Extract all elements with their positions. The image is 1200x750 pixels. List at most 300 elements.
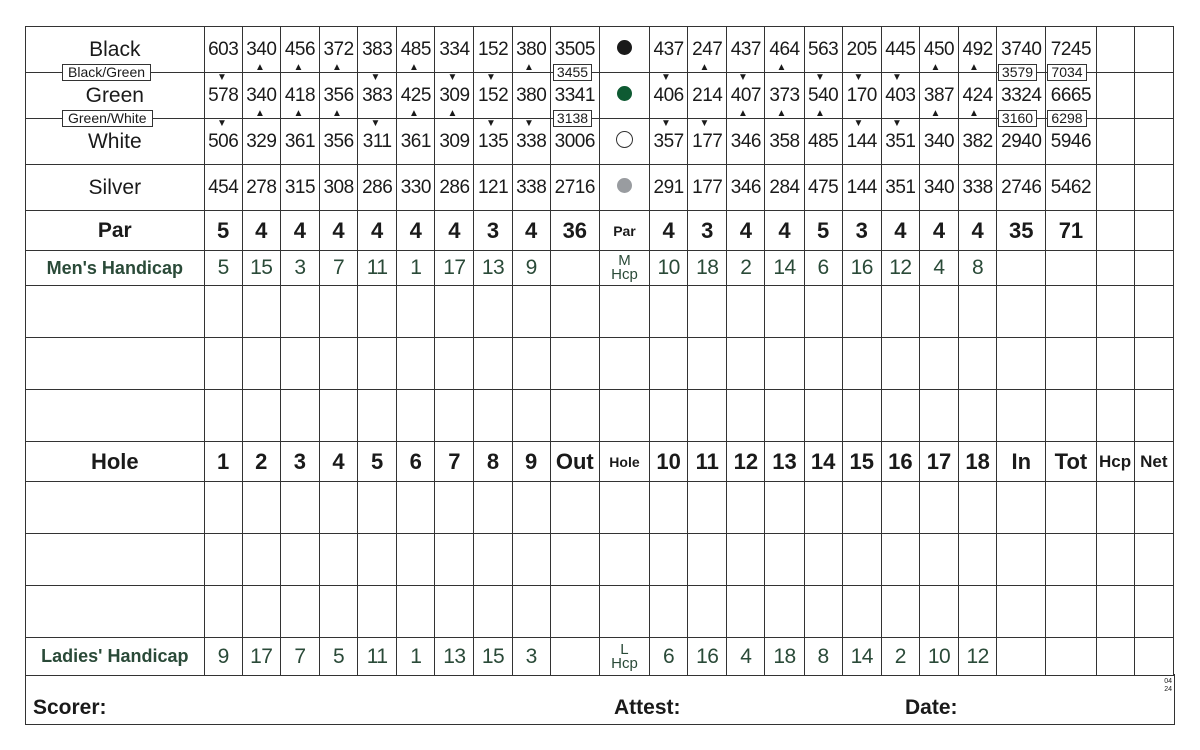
par-value: 4 [727, 211, 765, 251]
tee-net-cell [1134, 119, 1173, 165]
score-entry-cell[interactable] [397, 482, 435, 534]
score-entry-cell[interactable] [765, 286, 804, 338]
tee-yardage: 437 [650, 27, 688, 73]
score-entry-cell[interactable] [435, 482, 474, 534]
score-entry-cell[interactable] [512, 482, 550, 534]
score-entry-cell[interactable] [727, 586, 765, 638]
handicap-value: 11 [358, 251, 397, 286]
score-entry-cell[interactable] [959, 286, 997, 338]
score-entry-cell[interactable] [1134, 338, 1173, 390]
score-entry-cell[interactable] [688, 390, 727, 442]
handicap-value: 18 [688, 251, 727, 286]
score-entry-cell[interactable] [512, 534, 550, 586]
tee-up-arrow-icon: ▲ [969, 62, 979, 73]
score-entry-cell[interactable] [765, 534, 804, 586]
handicap-value: 14 [765, 251, 804, 286]
score-entry-cell[interactable] [397, 390, 435, 442]
tee-yardage: 356 [319, 73, 357, 119]
score-entry-cell[interactable] [280, 286, 319, 338]
green-tee-marker-icon [617, 86, 632, 101]
tee-yardage: 135 [474, 119, 512, 165]
black-tee-marker-icon [617, 40, 632, 55]
score-entry-cell[interactable] [688, 586, 727, 638]
score-entry-cell[interactable] [280, 390, 319, 442]
score-entry-cell[interactable] [650, 286, 688, 338]
handicap-value: 9 [204, 638, 242, 676]
score-entry-cell[interactable] [650, 586, 688, 638]
par-value: 3 [474, 211, 512, 251]
score-entry-cell[interactable] [26, 586, 205, 638]
score-entry-cell[interactable] [959, 390, 997, 442]
score-entry-cell[interactable] [474, 534, 512, 586]
tee-yardage: 437 [727, 27, 765, 73]
tee-down-arrow-icon: ▼ [738, 72, 748, 83]
par-value: 4 [765, 211, 804, 251]
tee-net-cell [1134, 73, 1173, 119]
score-entry-cell[interactable] [804, 338, 842, 390]
score-entry-cell[interactable] [1134, 390, 1173, 442]
score-entry-cell[interactable] [435, 286, 474, 338]
tee-yardage: 485 [804, 119, 842, 165]
score-entry-cell[interactable] [1046, 390, 1096, 442]
hole-number: 10 [650, 442, 688, 482]
score-entry-cell[interactable] [1096, 286, 1134, 338]
tee-up-arrow-icon: ▲ [293, 62, 304, 73]
hole-number: 18 [959, 442, 997, 482]
tee-yardage: 329 [242, 119, 280, 165]
score-entry-cell[interactable] [280, 534, 319, 586]
score-entry-cell[interactable] [881, 338, 919, 390]
handicap-value: 2 [881, 638, 919, 676]
score-entry-cell[interactable] [1134, 482, 1173, 534]
score-entry-cell[interactable] [997, 482, 1046, 534]
tee-yardage: 475 [804, 165, 842, 211]
score-entry-cell[interactable] [765, 482, 804, 534]
tee-up-arrow-icon: ▲ [930, 108, 941, 119]
score-entry-cell[interactable] [474, 286, 512, 338]
handicap-blank-cell [1046, 251, 1096, 286]
score-entry-cell[interactable] [435, 586, 474, 638]
score-entry-cell[interactable] [1134, 286, 1173, 338]
hole-number: 8 [474, 442, 512, 482]
score-entry-cell[interactable] [727, 482, 765, 534]
hole-number: 13 [765, 442, 804, 482]
handicap-value: 12 [959, 638, 997, 676]
tee-yardage: 407 [727, 73, 765, 119]
score-entry-cell[interactable] [1134, 534, 1173, 586]
score-entry-cell[interactable] [397, 338, 435, 390]
score-entry-cell[interactable] [512, 586, 550, 638]
score-entry-cell[interactable] [599, 586, 649, 638]
scorecard [25, 26, 1175, 724]
score-entry-cell[interactable] [881, 586, 919, 638]
tee-up-arrow-icon: ▲ [447, 108, 458, 119]
ladies-handicap-row [26, 638, 1174, 676]
score-entry-cell[interactable] [512, 338, 550, 390]
score-entry-cell[interactable] [959, 586, 997, 638]
score-entry-cell[interactable] [727, 286, 765, 338]
tee-up-arrow-icon: ▲ [776, 108, 787, 119]
score-entry-cell[interactable] [804, 534, 842, 586]
handicap-blank-cell [997, 638, 1046, 676]
score-entry-cell[interactable] [242, 586, 280, 638]
score-entry-cell[interactable] [842, 586, 881, 638]
handicap-value: 12 [881, 251, 919, 286]
score-entry-cell[interactable] [1096, 586, 1134, 638]
score-entry-cell[interactable] [26, 338, 205, 390]
tee-down-arrow-icon: ▼ [853, 72, 864, 83]
score-entry-cell[interactable] [474, 338, 512, 390]
score-entry-cell[interactable] [804, 390, 842, 442]
hole-number: 12 [727, 442, 765, 482]
score-entry-cell[interactable] [804, 286, 842, 338]
score-entry-cell[interactable] [688, 482, 727, 534]
tee-yardage: 424 [959, 73, 997, 119]
score-entry-cell[interactable] [1096, 534, 1134, 586]
tee-yardage: 563 [804, 27, 842, 73]
tot-label: Tot [1046, 442, 1096, 482]
tee-yardage: 338 [512, 165, 550, 211]
tee-in-total: 3324 [997, 73, 1046, 119]
tee-yardage: 450 [919, 27, 958, 73]
tee-yardage: 454 [204, 165, 242, 211]
score-entry-cell[interactable] [512, 390, 550, 442]
handicap-value: 1 [397, 251, 435, 286]
handicap-mid-letter: L [620, 640, 629, 658]
score-entry-cell[interactable] [280, 338, 319, 390]
tee-hcp-cell [1096, 165, 1134, 211]
score-row [26, 482, 1174, 534]
score-entry-cell[interactable] [650, 390, 688, 442]
score-row [26, 338, 1174, 390]
tee-out-total: 3006 [550, 119, 599, 165]
score-entry-cell[interactable] [319, 286, 357, 338]
par-value: 4 [358, 211, 397, 251]
combo-tee-in-total: 3160 [998, 110, 1037, 127]
tee-yardage: 492 [959, 27, 997, 73]
score-entry-cell[interactable] [919, 534, 958, 586]
tee-in-total: 3740 [997, 27, 1046, 73]
tee-yardage: 578 [204, 73, 242, 119]
score-entry-cell[interactable] [881, 286, 919, 338]
score-entry-cell[interactable] [842, 534, 881, 586]
score-entry-cell[interactable] [204, 338, 242, 390]
score-entry-cell[interactable] [358, 390, 397, 442]
score-entry-cell[interactable] [727, 390, 765, 442]
score-entry-cell[interactable] [280, 586, 319, 638]
tee-up-arrow-icon: ▲ [930, 62, 941, 73]
tee-yardage: 170 [842, 73, 881, 119]
score-entry-cell[interactable] [919, 286, 958, 338]
hole-number: 17 [919, 442, 958, 482]
tee-yardage: 351 [881, 165, 919, 211]
score-entry-cell[interactable] [842, 482, 881, 534]
score-entry-cell[interactable] [397, 534, 435, 586]
score-entry-cell[interactable] [26, 286, 205, 338]
handicap-value: 15 [242, 251, 280, 286]
in-label: In [997, 442, 1046, 482]
tee-yardage: 406 [650, 73, 688, 119]
hole-number: 14 [804, 442, 842, 482]
score-row [26, 286, 1174, 338]
handicap-value: 3 [280, 251, 319, 286]
tee-down-arrow-icon: ▼ [661, 118, 671, 129]
handicap-value: 8 [804, 638, 842, 676]
score-entry-cell[interactable] [842, 338, 881, 390]
par-value: 4 [919, 211, 958, 251]
par-value: 4 [512, 211, 550, 251]
score-entry-cell[interactable] [997, 586, 1046, 638]
score-entry-cell[interactable] [319, 534, 357, 586]
par-value: 4 [242, 211, 280, 251]
combo-tee-label: Black/Green [62, 64, 151, 81]
score-entry-cell[interactable] [765, 390, 804, 442]
score-entry-cell[interactable] [204, 586, 242, 638]
score-entry-cell[interactable] [1046, 586, 1096, 638]
score-entry-cell[interactable] [358, 286, 397, 338]
par-hcp-cell [1096, 211, 1134, 251]
handicap-label: Ladies' Handicap [26, 638, 205, 676]
score-entry-cell[interactable] [474, 482, 512, 534]
score-entry-cell[interactable] [804, 482, 842, 534]
par-value: 5 [204, 211, 242, 251]
score-entry-cell[interactable] [881, 534, 919, 586]
hole-number: 7 [435, 442, 474, 482]
score-entry-cell[interactable] [727, 338, 765, 390]
tee-yardage: 334 [435, 27, 474, 73]
tee-yardage: 464 [765, 27, 804, 73]
par-value: 4 [650, 211, 688, 251]
tee-up-arrow-icon: ▲ [738, 108, 748, 119]
score-entry-cell[interactable] [26, 482, 205, 534]
tee-down-arrow-icon: ▼ [661, 72, 671, 83]
tee-up-arrow-icon: ▲ [815, 108, 825, 119]
score-entry-cell[interactable] [881, 390, 919, 442]
score-entry-cell[interactable] [959, 534, 997, 586]
tee-hcp-cell [1096, 73, 1134, 119]
hole-number: 4 [319, 442, 357, 482]
score-entry-cell[interactable] [919, 390, 958, 442]
score-entry-cell[interactable] [842, 286, 881, 338]
tee-hcp-cell [1096, 27, 1134, 73]
tee-yardage: 309 [435, 73, 474, 119]
score-entry-cell[interactable] [919, 586, 958, 638]
score-entry-cell[interactable] [650, 534, 688, 586]
par-value: 4 [280, 211, 319, 251]
handicap-mid-label [599, 251, 649, 286]
score-entry-cell[interactable] [727, 534, 765, 586]
combo-tee-total-total: 7034 [1047, 64, 1087, 81]
handicap-value: 8 [959, 251, 997, 286]
score-entry-cell[interactable] [242, 534, 280, 586]
score-entry-cell[interactable] [204, 482, 242, 534]
handicap-blank-cell [1046, 638, 1096, 676]
score-entry-cell[interactable] [997, 286, 1046, 338]
tee-yardage: 358 [765, 119, 804, 165]
hole-number: 15 [842, 442, 881, 482]
score-entry-cell[interactable] [997, 534, 1046, 586]
tee-yardage: 291 [650, 165, 688, 211]
score-entry-cell[interactable] [319, 586, 357, 638]
handicap-blank-cell [1134, 638, 1173, 676]
score-entry-cell[interactable] [242, 390, 280, 442]
print-code-1: 04 [1164, 678, 1172, 685]
score-entry-cell[interactable] [1096, 390, 1134, 442]
score-entry-cell[interactable] [804, 586, 842, 638]
score-entry-cell[interactable] [550, 286, 599, 338]
tee-up-arrow-icon: ▲ [409, 62, 419, 73]
score-entry-cell[interactable] [397, 286, 435, 338]
score-entry-cell[interactable] [550, 390, 599, 442]
tee-yardage: 214 [688, 73, 727, 119]
score-entry-cell[interactable] [1046, 338, 1096, 390]
tee-yardage: 382 [959, 119, 997, 165]
score-entry-cell[interactable] [1096, 482, 1134, 534]
score-entry-cell[interactable] [650, 482, 688, 534]
score-entry-cell[interactable] [881, 482, 919, 534]
par-value: 3 [842, 211, 881, 251]
score-entry-cell[interactable] [959, 338, 997, 390]
par-value: 4 [959, 211, 997, 251]
score-entry-cell[interactable] [512, 286, 550, 338]
tee-up-arrow-icon: ▲ [255, 108, 265, 119]
tee-yardage: 144 [842, 165, 881, 211]
par-label: Par [26, 211, 205, 251]
combo-tee-total-total: 6298 [1047, 110, 1087, 127]
score-entry-cell[interactable] [919, 338, 958, 390]
tee-yardage: 311 [358, 119, 397, 165]
score-entry-cell[interactable] [204, 390, 242, 442]
tee-down-arrow-icon: ▼ [486, 118, 496, 129]
hole-number: 3 [280, 442, 319, 482]
score-entry-cell[interactable] [550, 482, 599, 534]
tee-yardage: 356 [319, 119, 357, 165]
tee-up-arrow-icon: ▲ [776, 62, 787, 73]
score-entry-cell[interactable] [242, 482, 280, 534]
score-entry-cell[interactable] [358, 338, 397, 390]
score-entry-cell[interactable] [1046, 286, 1096, 338]
score-entry-cell[interactable] [358, 586, 397, 638]
tee-yardage: 284 [765, 165, 804, 211]
handicap-value: 17 [435, 251, 474, 286]
tee-name: Black [26, 27, 205, 73]
tee-yardage: 351 [881, 119, 919, 165]
score-entry-cell[interactable] [280, 482, 319, 534]
tee-up-arrow-icon: ▲ [332, 62, 342, 73]
par-value: 4 [435, 211, 474, 251]
tee-yardage: 540 [804, 73, 842, 119]
score-entry-cell[interactable] [959, 482, 997, 534]
score-entry-cell[interactable] [688, 338, 727, 390]
par-out: 36 [550, 211, 599, 251]
handicap-value: 14 [842, 638, 881, 676]
score-entry-cell[interactable] [435, 338, 474, 390]
score-entry-cell[interactable] [599, 338, 649, 390]
tee-up-arrow-icon: ▲ [255, 62, 265, 73]
score-entry-cell[interactable] [765, 586, 804, 638]
score-entry-cell[interactable] [319, 390, 357, 442]
score-entry-cell[interactable] [599, 534, 649, 586]
score-entry-cell[interactable] [1046, 534, 1096, 586]
par-in: 35 [997, 211, 1046, 251]
score-entry-cell[interactable] [204, 286, 242, 338]
score-entry-cell[interactable] [26, 534, 205, 586]
tee-net-cell [1134, 165, 1173, 211]
score-entry-cell[interactable] [997, 338, 1046, 390]
score-entry-cell[interactable] [599, 286, 649, 338]
score-entry-cell[interactable] [1046, 482, 1096, 534]
handicap-value: 6 [804, 251, 842, 286]
tee-up-arrow-icon: ▲ [969, 108, 979, 119]
score-entry-cell[interactable] [435, 534, 474, 586]
score-entry-cell[interactable] [319, 482, 357, 534]
score-entry-cell[interactable] [550, 338, 599, 390]
tee-yardage: 387 [919, 73, 958, 119]
score-row [26, 534, 1174, 586]
score-entry-cell[interactable] [650, 338, 688, 390]
tee-down-arrow-icon: ▼ [370, 118, 381, 129]
score-entry-cell[interactable] [242, 338, 280, 390]
par-value: 3 [688, 211, 727, 251]
score-entry-cell[interactable] [474, 586, 512, 638]
hole-label: Hole [26, 442, 205, 482]
score-entry-cell[interactable] [550, 534, 599, 586]
score-entry-cell[interactable] [1134, 586, 1173, 638]
score-entry-cell[interactable] [26, 390, 205, 442]
tee-up-arrow-icon: ▲ [699, 62, 710, 73]
tee-yardage: 340 [919, 165, 958, 211]
print-code [1164, 678, 1172, 694]
score-entry-cell[interactable] [688, 286, 727, 338]
tee-down-arrow-icon: ▼ [217, 72, 227, 83]
handicap-value: 16 [688, 638, 727, 676]
score-entry-cell[interactable] [997, 390, 1046, 442]
par-total: 71 [1046, 211, 1096, 251]
score-entry-cell[interactable] [599, 482, 649, 534]
handicap-value: 16 [842, 251, 881, 286]
score-entry-cell[interactable] [599, 390, 649, 442]
tee-down-arrow-icon: ▼ [853, 118, 864, 129]
score-entry-cell[interactable] [688, 534, 727, 586]
handicap-value: 15 [474, 638, 512, 676]
score-entry-cell[interactable] [397, 586, 435, 638]
handicap-value: 9 [512, 251, 550, 286]
score-entry-cell[interactable] [474, 390, 512, 442]
tee-yardage: 346 [727, 119, 765, 165]
score-entry-cell[interactable] [435, 390, 474, 442]
score-entry-cell[interactable] [765, 338, 804, 390]
score-entry-cell[interactable] [358, 534, 397, 586]
tee-down-arrow-icon: ▼ [815, 72, 825, 83]
score-entry-cell[interactable] [319, 338, 357, 390]
tee-marker-cell [599, 27, 649, 73]
tee-yardage: 425 [397, 73, 435, 119]
score-entry-cell[interactable] [550, 586, 599, 638]
signature-footer [25, 674, 1175, 725]
score-row [26, 586, 1174, 638]
score-entry-cell[interactable] [919, 482, 958, 534]
hole-number: 1 [204, 442, 242, 482]
score-entry-cell[interactable] [1096, 338, 1134, 390]
tee-row-silver [26, 165, 1174, 211]
score-entry-cell[interactable] [842, 390, 881, 442]
score-entry-cell[interactable] [204, 534, 242, 586]
handicap-value: 4 [919, 251, 958, 286]
tee-yardage: 152 [474, 27, 512, 73]
score-entry-cell[interactable] [242, 286, 280, 338]
tee-yardage: 418 [280, 73, 319, 119]
score-entry-cell[interactable] [358, 482, 397, 534]
